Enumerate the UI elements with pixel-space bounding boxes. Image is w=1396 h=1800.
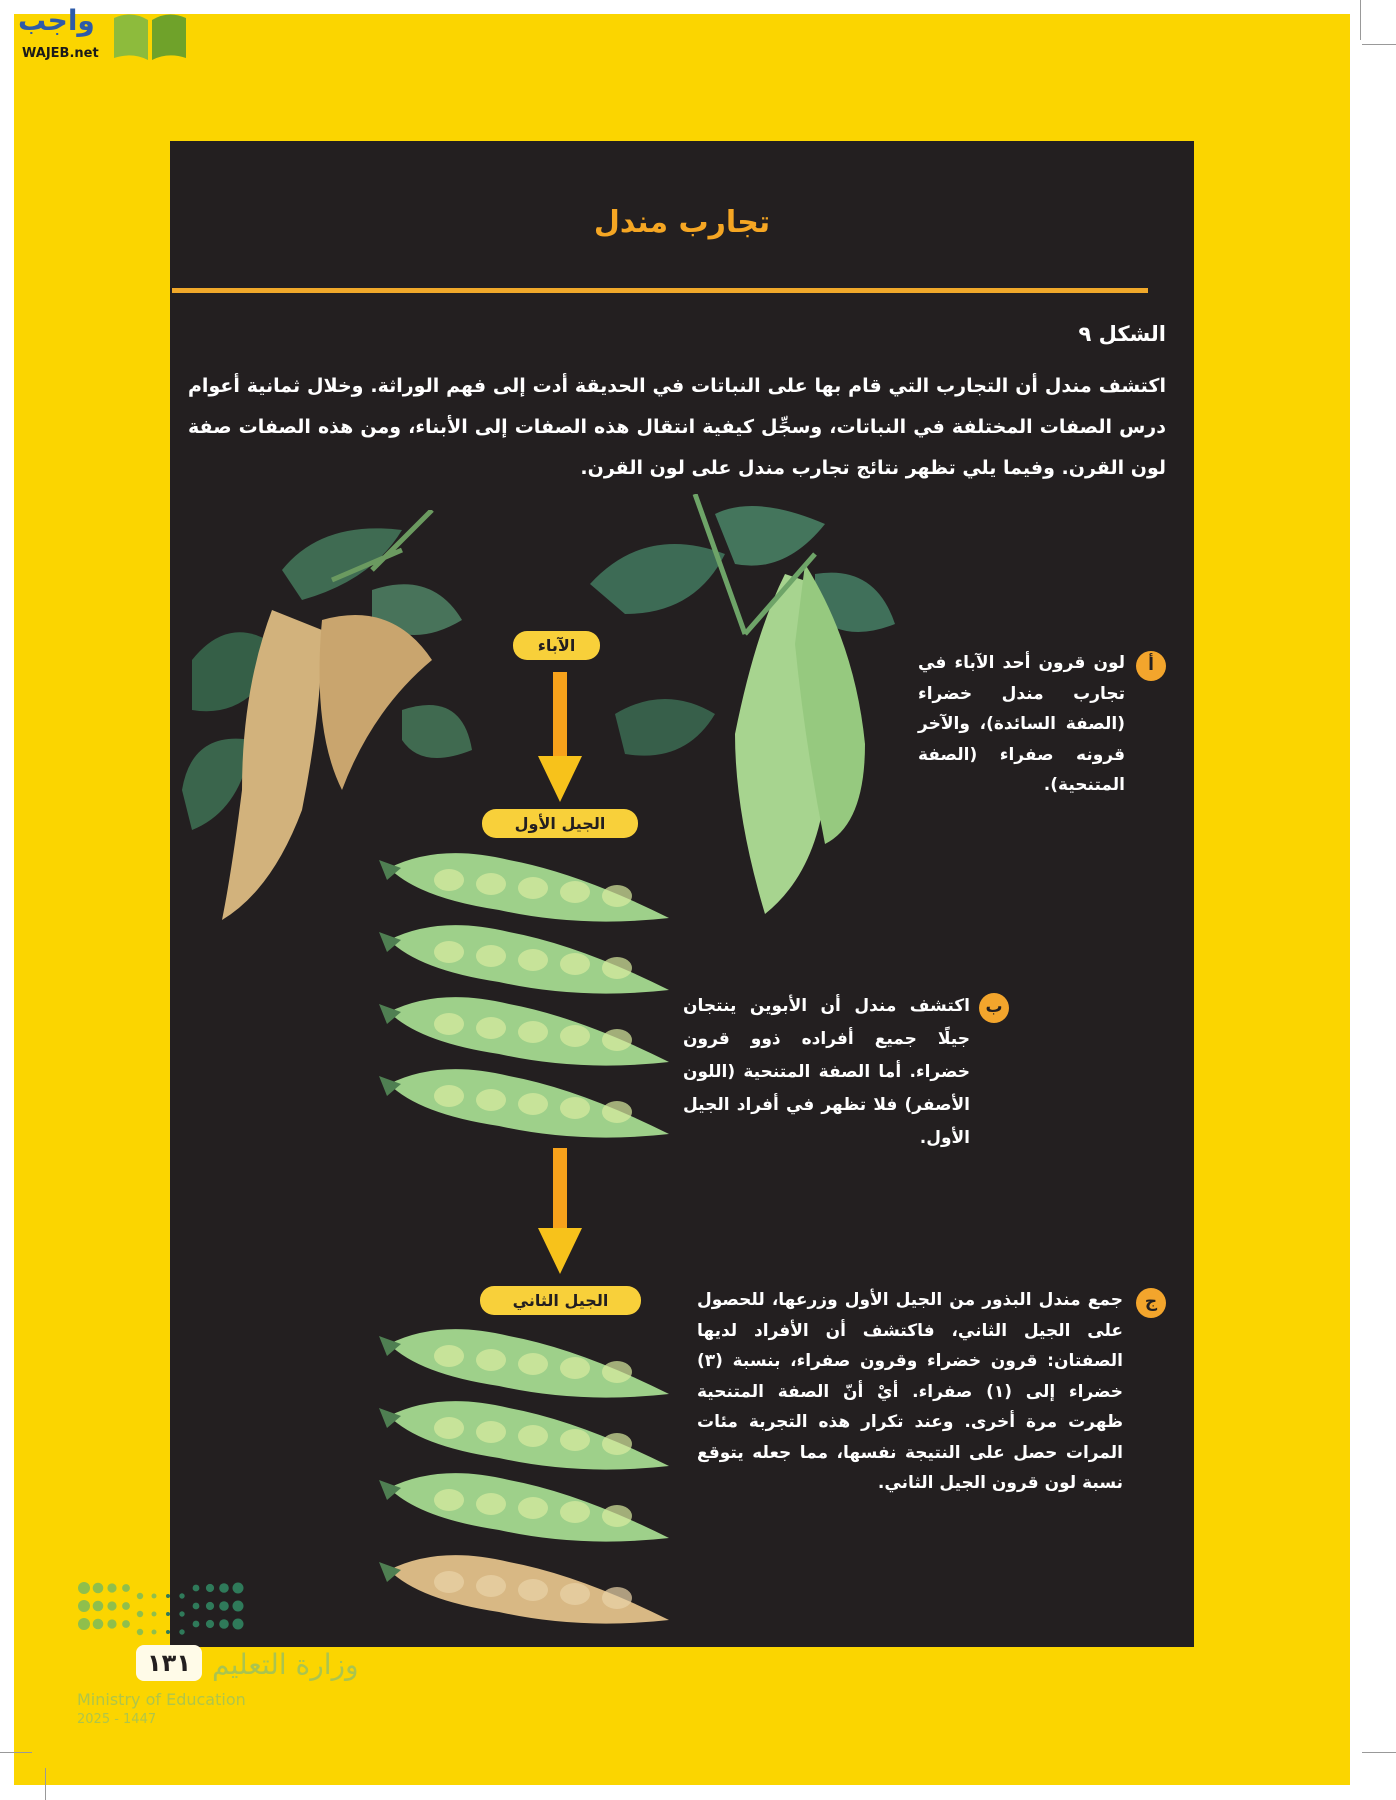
logo-dot [193,1603,200,1610]
logo-dot [166,1594,170,1598]
crop-mark [1362,1752,1396,1753]
logo-dot [233,1583,244,1594]
title-divider [172,288,1148,293]
logo-dot [193,1621,200,1628]
intro-paragraph: اكتشف مندل أن التجارب التي قام بها على النباتات في الحديقة أدت إلى فهم الوراثة. وخلال ثمانية أعوام درس الصفات المختلفة في النباتات، وسجِّل كيفية انتقال هذه الصفات إلى الأبناء، ومن هذه الصفات صفة لون القرن. وفيما يلي تظهر نتائج تجارب مندل على لون القرن. [188,375,1166,479]
crop-mark [1362,44,1396,45]
logo-dot [107,1619,116,1628]
logo-dot [233,1601,244,1612]
note-c: جمع مندل البذور من الجيل الأول وزرعها، للحصول على الجيل الثاني، فاكتشف أن الأفراد لديها الصفتان: قرون خضراء وقرون صفراء، بنسبة (٣) خضراء إلى (١) صفراء. أيْ أنّ الصفة المتنحية ظهرت مرة أخرى. وعند تكرار هذه التجربة مئات المرات حصل على النتيجة نفسها، مما جعله يتوقع نسبة لون قرون الجيل الثاني. [697,1290,1123,1493]
pea-pod [379,997,669,1065]
edition-year: 2025 - 1447 [77,1712,157,1727]
page-title: تجارب مندل [593,205,771,240]
logo-dot [137,1629,143,1635]
figure-label: الشكل ٩ [1078,322,1166,346]
badge-c: ج [1136,1288,1166,1318]
logo-dot [78,1582,90,1594]
pea-pod [379,1329,669,1397]
logo-dot [219,1619,229,1629]
arrow-down-icon [538,1148,582,1276]
logo-dot [78,1618,90,1630]
badge-a: أ [1136,651,1166,681]
crop-mark [45,1768,46,1800]
logo-dot [93,1583,104,1594]
note-b: اكتشف مندل أن الأبوين ينتجان جيلًا جميع أفراده ذوو قرون خضراء. أما الصفة المتنحية (اللون الأصفر) فلا تظهر في أفراد الجيل الأول. [683,996,970,1148]
logo-dot [107,1601,116,1610]
ministry-name-arabic: وزارة التعليم [212,1648,359,1681]
label-first-generation: الجيل الأول [482,809,638,838]
logo-dot [122,1584,130,1592]
logo-dot [179,1611,184,1616]
pea-pod [379,1473,669,1541]
logo-dot [93,1601,104,1612]
logo-dot [219,1601,229,1611]
wajeb-logo [10,4,190,66]
crop-mark [0,1752,32,1753]
crop-mark [1360,0,1361,40]
logo-dot [152,1612,157,1617]
second-generation-pods [379,1318,689,1643]
logo-dot [179,1593,184,1598]
logo-dot [206,1602,214,1610]
logo-dot [206,1584,214,1592]
logo-dot [179,1629,184,1634]
logo-dot [219,1583,229,1593]
logo-latin: WAJEB.net [22,46,99,61]
logo-dot [166,1630,170,1634]
logo-dot [166,1612,170,1616]
arrow-down-icon [538,672,582,804]
logo-dot [107,1583,116,1592]
logo-arabic: واجب [18,4,95,37]
first-generation-pods [379,842,679,1152]
logo-dot [193,1585,200,1592]
logo-dot [152,1630,157,1635]
logo-dot [122,1602,130,1610]
note-a: لون قرون أحد الآباء في تجارب مندل خضراء (الصفة السائدة)، والآخر قرونه صفراء (الصفة المتنحية). [918,653,1125,795]
logo-dot [78,1600,90,1612]
logo-dot [122,1620,130,1628]
ministry-name-english: Ministry of Education [77,1690,246,1709]
logo-dot [137,1593,143,1599]
logo-dot [93,1619,104,1630]
label-second-generation: الجيل الثاني [480,1286,641,1315]
pea-pod [379,1555,669,1623]
pea-pod [379,853,669,921]
logo-dot [152,1594,157,1599]
badge-b: ب [979,993,1009,1023]
pea-pod [379,1069,669,1137]
ministry-dots-logo [76,1578,256,1642]
logo-dot [233,1619,244,1630]
pea-pod [379,1401,669,1469]
page-number: ١٣١ [136,1645,202,1681]
book-icon [110,8,190,64]
logo-dot [206,1620,214,1628]
pea-pod [379,925,669,993]
logo-dot [137,1611,143,1617]
label-parents: الآباء [513,631,600,660]
